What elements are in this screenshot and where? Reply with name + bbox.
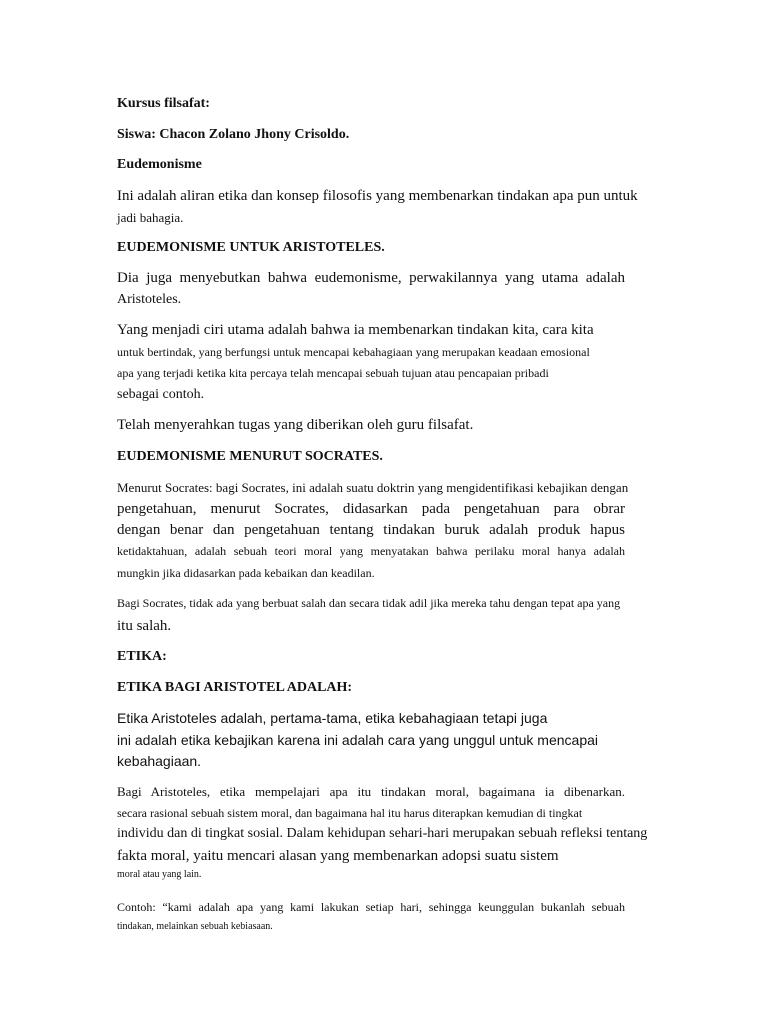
text-line: Aristoteles. [117, 292, 182, 307]
text-line: Etika Aristoteles adalah, pertama-tama, etika kebahagiaan tetapi juga [117, 710, 548, 726]
text-line: untuk bertindak, yang berfungsi untuk mencapai kebahagiaan yang merupakan keadaan emosional [117, 345, 590, 359]
text-line: Menurut Socrates: bagi Socrates, ini adalah suatu doktrin yang mengidentifikasi kebajikan dengan [117, 480, 629, 495]
text-line: Dia juga menyebutkan bahwa eudemonisme, perwakilannya yang utama adalah [117, 270, 625, 286]
text-line: secara rasional sebuah sistem moral, dan bagaimana hal itu harus diterapkan kemudian di tingkat [117, 806, 583, 820]
heading-socrates: EUDEMONISME MENURUT SOCRATES. [117, 449, 383, 464]
text-line: tindakan, melainkan sebuah kebiasaan. [117, 921, 273, 932]
text-line: ketidaktahuan, adalah sebuah teori moral yang menyatakan bahwa perilaku moral hanya adalah [117, 544, 625, 558]
text-line: mungkin jika didasarkan pada kebaikan dan keadilan. [117, 566, 375, 580]
student-name: Siswa: Chacon Zolano Jhony Crisoldo. [117, 127, 350, 142]
heading-ethics-aristotle: ETIKA BAGI ARISTOTEL ADALAH: [117, 680, 353, 695]
text-line: Contoh: “kami adalah apa yang kami lakukan setiap hari, sehingga keunggulan bukanlah sebuah [117, 900, 625, 914]
text-line: Bagi Aristoteles, etika mempelajari apa itu tindakan moral, bagaimana ia dibenarkan. [117, 784, 625, 799]
paragraph-submitted: Telah menyerahkan tugas yang diberikan oleh guru filsafat. [117, 417, 474, 433]
text-line: apa yang terjadi ketika kita percaya telah mencapai sebuah tujuan atau pencapaian pribadi [117, 366, 549, 380]
text-line: pengetahuan, menurut Socrates, didasarkan pada pengetahuan para obrar [117, 501, 625, 517]
course-label: Kursus filsafat: [117, 96, 210, 111]
heading-ethics: ETIKA: [117, 649, 167, 664]
text-line: fakta moral, yaitu mencari alasan yang membenarkan adopsi suatu sistem [117, 848, 559, 864]
text-line: sebagai contoh. [117, 387, 205, 402]
heading-aristotle: EUDEMONISME UNTUK ARISTOTELES. [117, 240, 385, 255]
text-line: jadi bahagia. [117, 210, 184, 225]
text-line: Bagi Socrates, tidak ada yang berbuat salah dan secara tidak adil jika mereka tahu dengan tepat apa yang [117, 596, 621, 610]
text-line: ini adalah etika kebajikan karena ini adalah cara yang unggul untuk mencapai [117, 732, 598, 748]
text-line: dengan benar dan pengetahuan tentang tindakan buruk adalah produk hapus [117, 522, 625, 538]
text-line: Ini adalah aliran etika dan konsep filosofis yang membenarkan tindakan apa pun untuk [117, 188, 638, 204]
text-line: individu dan di tingkat sosial. Dalam kehidupan sehari-hari merupakan sebuah refleksi tentang [117, 826, 648, 841]
topic-title: Eudemonisme [117, 157, 202, 172]
text-line: Yang menjadi ciri utama adalah bahwa ia membenarkan tindakan kita, cara kita [117, 322, 594, 338]
text-line: kebahagiaan. [117, 753, 202, 769]
text-line: moral atau yang lain. [117, 869, 202, 880]
text-line: itu salah. [117, 618, 172, 634]
